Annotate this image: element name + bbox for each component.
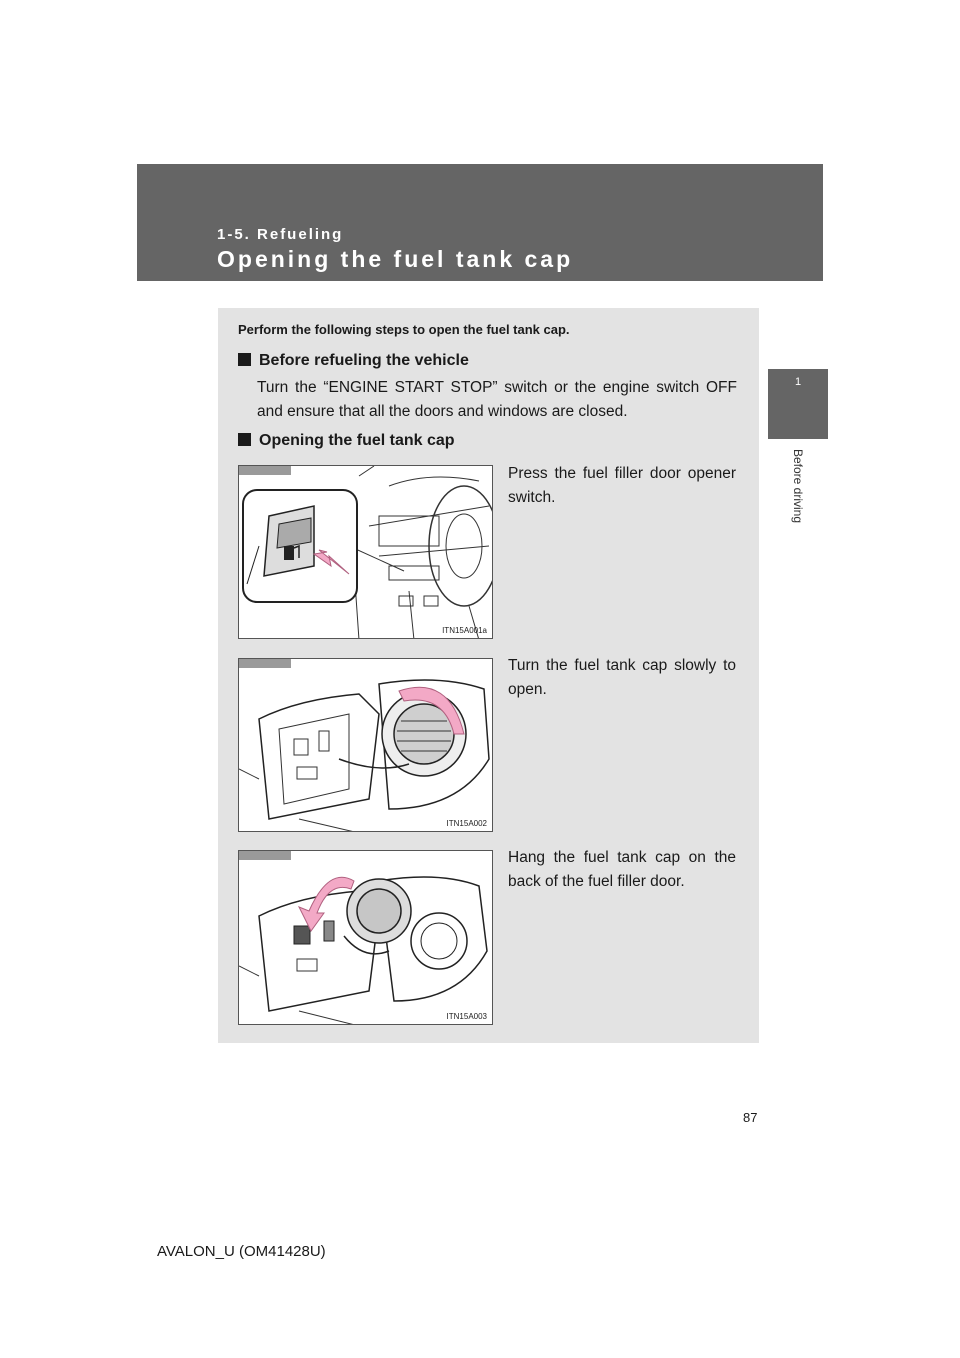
figure-turn-cap: [238, 658, 493, 832]
cap-hanging-illustration: [239, 851, 493, 1025]
square-bullet-icon: [238, 433, 251, 446]
square-bullet-icon: [238, 353, 251, 366]
page-title: Opening the fuel tank cap: [217, 246, 574, 272]
figure-code: ITN15A001a: [442, 626, 487, 635]
chapter-label: Before driving: [791, 448, 805, 524]
figure-tab: [239, 659, 291, 668]
header-band: [137, 164, 823, 281]
step-3-text: Hang the fuel tank cap on the back of the fuel filler door.: [508, 849, 736, 890]
figure-tab: [239, 466, 291, 475]
step-2-text: Turn the fuel tank cap slowly to open.: [508, 657, 736, 698]
intro-text: Perform the following steps to open the fuel tank cap.: [238, 322, 570, 337]
step-1-text: Press the fuel filler door opener switch.: [508, 465, 736, 506]
figure-code: ITN15A002: [446, 819, 487, 828]
figure-opener-switch: [238, 465, 493, 639]
section-label: 1-5. Refueling: [217, 226, 344, 243]
figure-tab: [239, 851, 291, 860]
chapter-number: 1: [794, 376, 802, 388]
before-refueling-text: Turn the “ENGINE START STOP” switch or the engine switch OFF and ensure that all the doors and windows are closed.: [257, 379, 737, 420]
figure-code: ITN15A003: [446, 1012, 487, 1021]
dashboard-switch-illustration: [239, 466, 493, 639]
subheading-before-refueling: Before refueling the vehicle: [238, 352, 469, 370]
page-number: 87: [743, 1110, 758, 1125]
fuel-cap-turn-illustration: [239, 659, 493, 832]
document-code: AVALON_U (OM41428U): [157, 1243, 326, 1260]
figure-hang-cap: [238, 850, 493, 1025]
chapter-tab[interactable]: [768, 369, 828, 439]
content-panel: [218, 308, 759, 1043]
subheading-opening-cap: Opening the fuel tank cap: [238, 432, 455, 450]
